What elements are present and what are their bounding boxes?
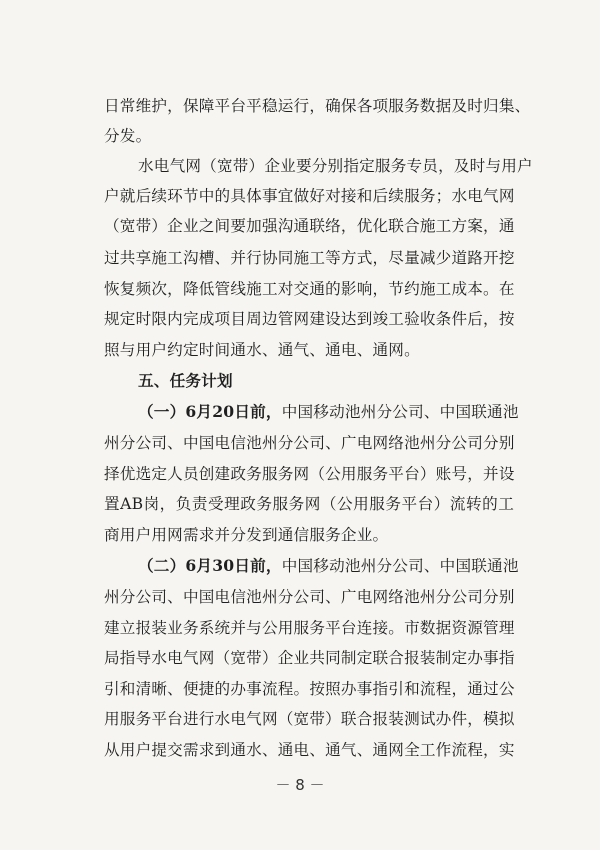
item-2-line-3: 建立报装业务系统并与公用服务平台连接。市数据资源管理 bbox=[104, 619, 515, 637]
item-2-line-1-text: 中国移动池州分公司、中国联通池 bbox=[281, 557, 519, 575]
item-1-line-2: 州分公司、中国电信池州分公司、广电网络池州分公司分别 bbox=[104, 434, 515, 452]
item-2-line-4: 局指导水电气网（宽带）企业共同制定联合报装制定办事指 bbox=[104, 649, 515, 667]
item-1-line-1 bbox=[138, 402, 519, 422]
paragraph-2-line-5: 恢复频次，降低管线施工对交通的影响，节约施工成本。在 bbox=[104, 280, 515, 298]
paragraph-2-line-6: 规定时限内完成项目周边管网建设达到竣工验收条件后，按 bbox=[104, 310, 515, 328]
item-1-line-5: 商用户用网需求并分发到通信服务企业。 bbox=[104, 526, 389, 544]
item-2-line-6: 用服务平台进行水电气网（宽带）联合报装测试办件，模拟 bbox=[104, 710, 515, 728]
section-heading: 五、任务计划 bbox=[138, 371, 233, 390]
item-2-date-lead: （二）6月30日前， bbox=[138, 556, 282, 575]
item-1-line-1-text: 中国移动池州分公司、中国联通池 bbox=[281, 403, 519, 421]
paragraph-2-line-2: 户就后续环节中的具体事宜做好对接和后续服务；水电气网 bbox=[104, 187, 515, 205]
paragraph-2-line-1: 水电气网（宽带）企业要分别指定服务专员，及时与用户 bbox=[138, 157, 533, 175]
item-1-date-lead: （一）6月20日前， bbox=[138, 402, 282, 421]
item-1-line-3: 择优选定人员创建政务服务网（公用服务平台）账号，并设 bbox=[104, 465, 515, 483]
paragraph-2-line-7: 照与用户约定时间通水、通气、通电、通网。 bbox=[104, 341, 420, 359]
item-1-line-4: 置AB岗，负责受理政务服务网（公用服务平台）流转的工 bbox=[104, 495, 514, 513]
paragraph-2-line-3: （宽带）企业之间要加强沟通联络，优化联合施工方案，通 bbox=[104, 217, 515, 235]
page-number: － 8 － bbox=[275, 776, 325, 794]
item-2-line-5: 引和清晰、便捷的办事流程。按照办事指引和流程，通过公 bbox=[104, 680, 515, 698]
item-2-line-7: 从用户提交需求到通水、通电、通气、通网全工作流程，实 bbox=[104, 741, 515, 759]
paragraph-2-line-4: 过共享施工沟槽、并行协同施工等方式，尽量减少道路开挖 bbox=[104, 249, 515, 267]
item-2-line-2: 州分公司、中国电信池州分公司、广电网络池州分公司分别 bbox=[104, 588, 515, 606]
paragraph-1-line-1: 日常维护，保障平台平稳运行，确保各项服务数据及时归集、 bbox=[104, 97, 531, 115]
paragraph-1-line-2: 分发。 bbox=[104, 127, 152, 145]
item-2-line-1 bbox=[138, 556, 519, 576]
